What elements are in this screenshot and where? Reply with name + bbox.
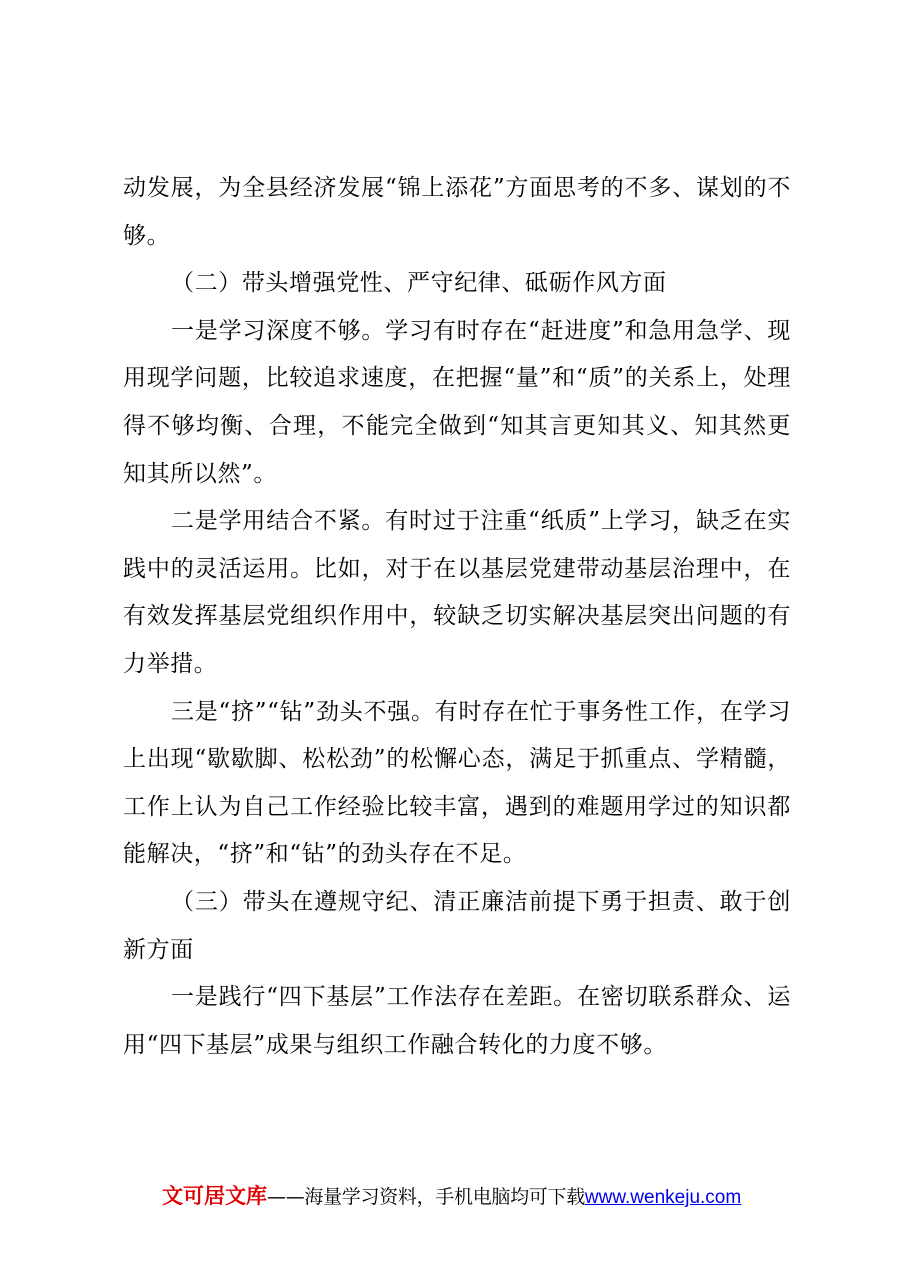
paragraph-study-depth: 一是学习深度不够。学习有时存在“赶进度”和急用急学、现用现学问题，比较追求速度，在把握“量”和“质”的关系上，处理得不够均衡、合理，不能完全做到“知其言更知其义、知其然更知其所以然”。	[123, 317, 791, 487]
paragraph-four-grassroots: 一是践行“四下基层”工作法存在差距。在密切联系群众、运用“四下基层”成果与组织工作融合转化的力度不够。	[123, 984, 791, 1058]
footer-url-link[interactable]: www.wenkeju.com	[584, 1187, 742, 1208]
footer-brand: 文可居文库	[162, 1184, 267, 1208]
section-heading-3: （三）带头在遵规守纪、清正廉洁前提下勇于担责、敢于创新方面	[123, 888, 791, 963]
paragraph-continuation: 动发展，为全县经济发展“锦上添花”方面思考的不多、谋划的不够。	[123, 175, 791, 249]
paragraph-study-application: 二是学用结合不紧。有时过于注重“纸质”上学习，缺乏在实践中的灵活运用。比如，对于在以基层党建带动基层治理中，在有效发挥基层党组织作用中，较缺乏切实解决基层突出问题的有力举措。	[123, 508, 791, 677]
section-heading-2: （二）带头增强党性、严守纪律、砥砺作风方面	[171, 270, 667, 297]
footer-banner	[162, 1181, 782, 1213]
document-body	[123, 165, 791, 1069]
footer-slogan: ——海量学习资料，手机电脑均可下载	[267, 1186, 585, 1208]
paragraph-drive: 三是“挤”“钻”劲头不强。有时存在忙于事务性工作，在学习上出现“歇歇脚、松松劲”的松懈心态，满足于抓重点、学精髓，工作上认为自己工作经验比较丰富，遇到的难题用学过的知识都能解决，“挤”和“钻”的劲头存在不足。	[123, 698, 791, 868]
